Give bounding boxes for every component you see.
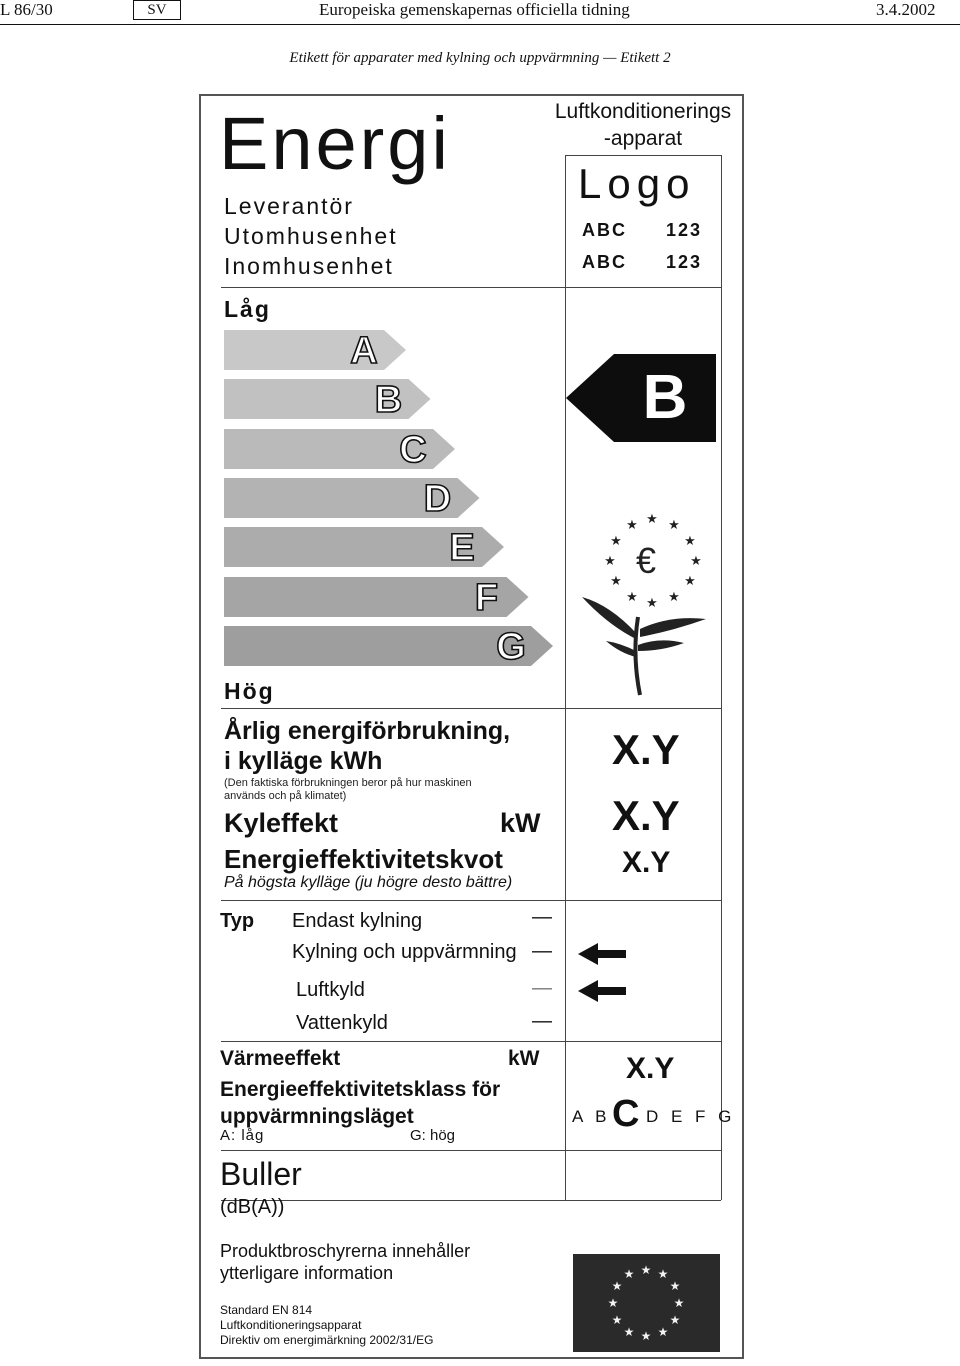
appliance-type [548, 98, 738, 152]
svg-text:★: ★ [668, 518, 680, 533]
svg-text:★: ★ [673, 1296, 685, 1310]
cooling-capacity-value: X.Y [612, 792, 680, 839]
svg-text:★: ★ [611, 1313, 623, 1327]
noise-unit: (dB(A)) [220, 1196, 285, 1218]
leverantor-label: Leverantör [224, 193, 354, 219]
scale-low-label: Låg [224, 296, 271, 322]
inomhusenhet-label: Inomhusenhet [224, 253, 394, 279]
model-name-1: ABC [582, 220, 627, 240]
eu-flag-icon [573, 1254, 720, 1352]
scale-letter-b: B [374, 379, 403, 419]
arrow-air-cooled-icon [578, 980, 626, 1007]
svg-text:★: ★ [604, 554, 616, 569]
journal-title: Europeiska gemenskapernas officiella tidning [319, 0, 630, 19]
dash-water-cooled: — [532, 1010, 552, 1032]
eer-note: På högsta kylläge (ju högre desto bättre) [224, 874, 513, 891]
heating-scale-low: A: låg [220, 1127, 265, 1144]
svg-text:★: ★ [623, 1267, 635, 1281]
dash-cooling-heating: — [532, 940, 552, 962]
scale-high-label: Hög [224, 678, 275, 704]
standard-line: Standard EN 814 [220, 1303, 313, 1317]
svg-text:★: ★ [669, 1313, 681, 1327]
directive-line: Direktiv om energimärkning 2002/31/EG [220, 1333, 434, 1347]
scale-letter-d: D [423, 478, 452, 518]
svg-text:★: ★ [607, 1296, 619, 1310]
right-column-divider [565, 155, 566, 1200]
eu-ecolabel [580, 505, 710, 705]
logo-box-top [565, 155, 722, 156]
rule-after-header [221, 287, 721, 288]
rating-letter: B [642, 363, 688, 432]
scale-letter-e: E [449, 527, 475, 567]
publication-date: 3.4.2002 [876, 0, 936, 19]
eer-label: Energieffektivitetskvot [224, 844, 503, 874]
svg-text:★: ★ [684, 574, 696, 589]
heating-scale-high: G: hög [410, 1127, 456, 1144]
scale-bar-a [224, 330, 406, 370]
heating-class-line-2: uppvärmningsläget [220, 1105, 414, 1128]
cooling-capacity-unit: kW [500, 808, 541, 838]
model-code-1: 123 [666, 220, 703, 240]
annual-consumption-line-1: Årlig energiförbrukning, [224, 717, 511, 745]
svg-text:★: ★ [690, 554, 702, 569]
svg-text:★: ★ [668, 590, 680, 605]
scale-bar-e [224, 527, 504, 567]
scale-letter-a: A [350, 330, 378, 370]
brochure-note [220, 1240, 470, 1284]
svg-text:★: ★ [646, 512, 658, 527]
type-water-cooled: Vattenkyld [296, 1012, 388, 1034]
consumption-note-line-2: används och på klimatet) [224, 790, 347, 802]
rule-after-heating [221, 1150, 721, 1151]
svg-text:★: ★ [610, 534, 622, 549]
heating-capacity-unit: kW [508, 1047, 540, 1070]
scale-bar-g [224, 626, 553, 666]
eer-value: X.Y [622, 846, 671, 879]
scale-bar-b [224, 379, 431, 419]
right-column-edge [721, 155, 722, 1200]
scale-letter-f: F [474, 577, 499, 617]
rule-after-scale [221, 708, 721, 709]
svg-text:★: ★ [610, 574, 622, 589]
document-subtitle: Etikett för apparater med kylning och uppvärmning — Etikett 2 [289, 50, 671, 66]
utomhusenhet-label: Utomhusenhet [224, 223, 398, 249]
heating-class-selected: C [612, 1093, 640, 1135]
svg-text:★: ★ [626, 518, 638, 533]
annual-consumption-title [224, 716, 510, 776]
dash-cooling-only: — [532, 906, 552, 928]
dash-air-cooled: — [532, 977, 552, 999]
logo-placeholder: Logo [578, 160, 696, 207]
language-box: SV [133, 0, 181, 20]
energi-title: Energi [219, 102, 451, 185]
type-label: Typ [220, 910, 255, 932]
svg-text:★: ★ [640, 1263, 652, 1277]
heating-capacity-value: X.Y [626, 1052, 675, 1085]
model-name-2: ABC [582, 252, 627, 272]
heating-class-title [220, 1076, 500, 1130]
annual-consumption-line-2: i kylläge kWh [224, 747, 383, 775]
rule-after-efficiency [221, 900, 721, 901]
annual-consumption-value: X.Y [612, 726, 680, 773]
scale-bar-c [224, 429, 455, 469]
cooling-capacity-label: Kyleffekt [224, 808, 339, 838]
svg-text:★: ★ [657, 1267, 669, 1281]
scale-letter-c: C [399, 429, 427, 469]
page-reference: L 86/30 [0, 0, 53, 19]
ecolabel-letter: € [636, 540, 657, 581]
scale-letter-g: G [496, 626, 526, 666]
svg-text:★: ★ [611, 1279, 623, 1293]
svg-text:★: ★ [669, 1279, 681, 1293]
svg-text:★: ★ [657, 1325, 669, 1339]
type-cooling-only: Endast kylning [292, 910, 423, 932]
consumption-note-line-1: (Den faktiska förbrukningen beror på hur maskinen [224, 777, 472, 789]
page-header [0, 0, 960, 30]
appliance-type-line-1: Luftkonditionerings [554, 100, 732, 123]
scale-bar-d [224, 478, 480, 518]
model-code-2: 123 [666, 252, 703, 272]
rule-after-noise [221, 1200, 721, 1201]
type-air-cooled: Luftkyld [296, 979, 365, 1001]
type-cooling-heating: Kylning och uppvärmning [292, 941, 517, 963]
standard-product-line: Luftkonditioneringsapparat [220, 1318, 362, 1332]
scale-bar-f [224, 577, 529, 617]
consumption-note [224, 777, 472, 803]
noise-label: Buller [220, 1156, 302, 1192]
heating-classes-before: A B [572, 1107, 611, 1126]
svg-text:★: ★ [626, 590, 638, 605]
svg-text:★: ★ [646, 596, 658, 611]
standard-info [220, 1303, 433, 1348]
heating-class-line-1: Energieeffektivitetsklass för [220, 1078, 501, 1101]
header-rule [0, 24, 960, 25]
svg-text:★: ★ [684, 534, 696, 549]
svg-text:★: ★ [640, 1329, 652, 1343]
svg-text:★: ★ [623, 1325, 635, 1339]
heating-classes-after: D E F G [646, 1107, 736, 1126]
brochure-line-2: ytterligare information [220, 1263, 394, 1283]
brochure-line-1: Produktbroschyrerna innehåller [220, 1241, 471, 1261]
ecolabel-flower-icon [580, 505, 710, 700]
rule-after-type [221, 1041, 721, 1042]
appliance-type-line-2: -apparat [603, 127, 683, 150]
arrow-cooling-heating-icon [578, 943, 626, 970]
heating-capacity-label: Värmeeffekt [220, 1047, 341, 1070]
